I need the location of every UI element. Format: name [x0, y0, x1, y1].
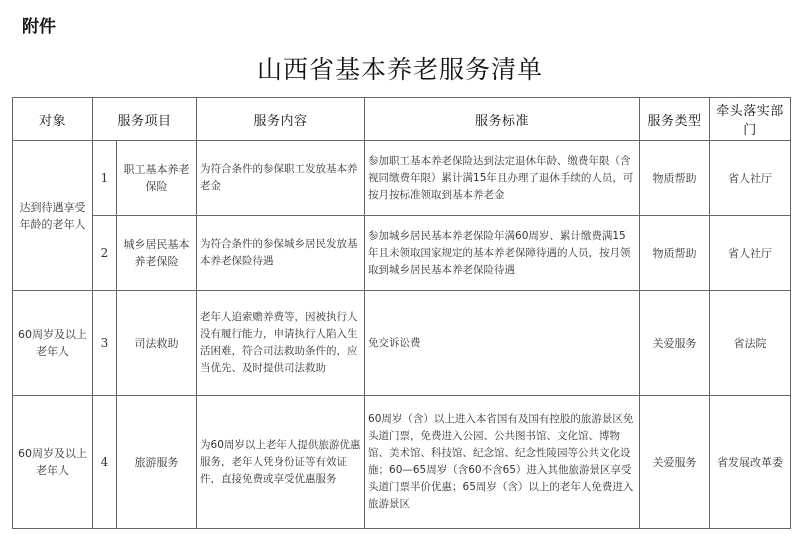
service-item-cell: 职工基本养老保险	[117, 141, 197, 216]
document-title: 山西省基本养老服务清单	[256, 55, 543, 84]
lead-dept-cell: 省法院	[710, 291, 791, 396]
column-header-target: 对象	[13, 98, 93, 141]
lead-dept-cell: 省人社厅	[710, 216, 791, 291]
service-standard-cell: 参加城乡居民基本养老保险年满60周岁、累计缴费满15年且未领取国家规定的基本养老保障待遇的人员，按月领取到城乡居民基本养老保险待遇	[365, 216, 640, 291]
service-content-cell: 为符合条件的参保城乡居民发放基本养老保险待遇	[197, 216, 365, 291]
lead-dept-cell: 省发展改革委	[710, 396, 791, 529]
table-row	[13, 141, 791, 216]
service-standard-cell: 免交诉讼费	[365, 291, 640, 396]
service-standard-cell: 参加职工基本养老保险达到法定退休年龄、缴费年限（含视同缴费年限）累计满15年且办理了退休手续的人员，可按月按标准领取到基本养老金	[365, 141, 640, 216]
service-content-cell: 为60周岁以上老年人提供旅游优惠服务，老年人凭身份证等有效证件，直接免费或享受优惠服务	[197, 396, 365, 529]
column-header-item: 服务项目	[93, 98, 197, 141]
row-number: 1	[93, 141, 117, 216]
table-row	[13, 291, 791, 396]
row-number: 3	[93, 291, 117, 396]
lead-dept-cell: 省人社厅	[710, 141, 791, 216]
column-header-type: 服务类型	[640, 98, 710, 141]
row-number: 2	[93, 216, 117, 291]
table-row	[13, 216, 791, 291]
attachment-label: 附件	[22, 17, 56, 37]
service-type-cell: 关爱服务	[640, 291, 710, 396]
column-header-content: 服务内容	[197, 98, 365, 141]
target-cell: 60周岁及以上老年人	[13, 396, 93, 529]
service-item-cell: 城乡居民基本养老保险	[117, 216, 197, 291]
service-type-cell: 物质帮助	[640, 141, 710, 216]
service-content-cell: 为符合条件的参保职工发放基本养老金	[197, 141, 365, 216]
column-header-dept: 牵头落实部门	[710, 98, 791, 141]
table-row	[13, 396, 791, 529]
service-standard-cell: 60周岁（含）以上进入本省国有及国有控股的旅游景区免头道门票，免费进入公园、公共图书馆、文化馆、博物馆、美术馆、科技馆、纪念馆、纪念性陵园等公共文化设施；60—65周岁（含60不含65）进入其他旅游景区享受头道门票半价优惠；65周岁（含）以上的老年人免费进入旅游景区	[365, 396, 640, 529]
row-number: 4	[93, 396, 117, 529]
service-list-table	[12, 97, 791, 529]
service-type-cell: 物质帮助	[640, 216, 710, 291]
service-item-cell: 司法救助	[117, 291, 197, 396]
service-content-cell: 老年人追索赡养费等，因被执行人没有履行能力，申请执行人陷入生活困难，符合司法救助条件的，应当优先、及时提供司法救助	[197, 291, 365, 396]
service-item-cell: 旅游服务	[117, 396, 197, 529]
service-type-cell: 关爱服务	[640, 396, 710, 529]
table-header-row	[13, 98, 791, 141]
target-cell: 达到待遇享受年龄的老年人	[13, 141, 93, 291]
target-cell: 60周岁及以上老年人	[13, 291, 93, 396]
column-header-standard: 服务标准	[365, 98, 640, 141]
